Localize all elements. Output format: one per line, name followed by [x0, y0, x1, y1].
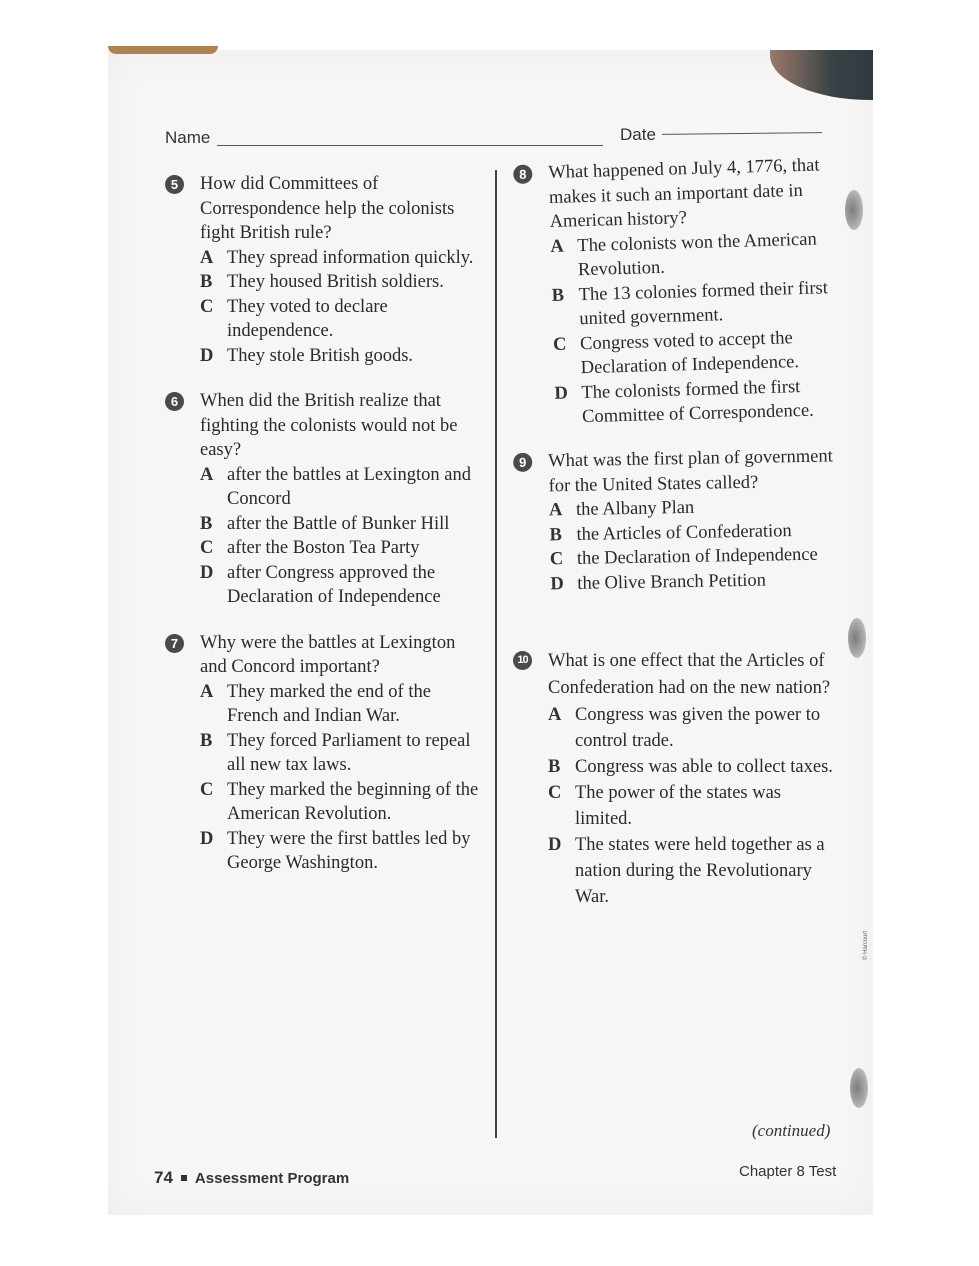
option-text: the Olive Branch Petition — [577, 570, 767, 594]
answer-option-c[interactable] — [553, 324, 839, 381]
option-letter: A — [200, 247, 214, 268]
answer-option-c[interactable] — [200, 778, 485, 827]
option-text: The colonists formed the first Committee of Correspondence. — [581, 376, 815, 428]
answer-option-a[interactable] — [200, 463, 485, 512]
option-text: the Articles of Confederation — [576, 520, 792, 545]
option-text: after the Battle of Bunker Hill — [227, 513, 450, 534]
option-letter: C — [200, 296, 214, 317]
option-text: after the battles at Lexington and Concord — [227, 464, 472, 509]
answer-option-d[interactable] — [550, 567, 835, 596]
option-text: They housed British soldiers. — [227, 272, 444, 292]
page-edge-shadow — [108, 46, 218, 54]
option-text: the Declaration of Independence — [576, 544, 818, 569]
option-text: after the Boston Tea Party — [227, 538, 420, 558]
question-text: What happened on July 4, 1776, that makes it such an important date in American history? — [548, 155, 820, 232]
square-bullet-icon — [181, 1175, 187, 1181]
program-label: Assessment Program — [194, 1170, 350, 1187]
answer-option-d[interactable] — [200, 561, 485, 610]
answer-option-a[interactable] — [548, 702, 833, 754]
option-text: They voted to declare independence. — [227, 296, 388, 341]
answer-option-a[interactable] — [200, 680, 485, 729]
right-column-middle — [513, 444, 836, 618]
question-text: What is one effect that the Articles of Confederation had on the new nation? — [548, 651, 831, 698]
answer-option-d[interactable] — [200, 344, 485, 369]
question-number-badge: 9 — [513, 453, 532, 472]
answer-options — [548, 702, 833, 910]
question-number-badge: 5 — [165, 175, 184, 194]
question-number-badge: 8 — [513, 164, 533, 184]
answer-option-c[interactable] — [200, 536, 485, 561]
option-text: They forced Parliament to repeal all new tax laws. — [227, 730, 471, 775]
option-letter: A — [548, 500, 563, 521]
question-text: What was the first plan of government for the United States called? — [548, 446, 833, 496]
question-8 — [513, 153, 840, 431]
page-number: 74 — [154, 1168, 173, 1187]
option-letter: D — [200, 828, 214, 849]
date-field-line[interactable] — [662, 132, 822, 135]
binder-hole-icon — [850, 1068, 868, 1108]
option-text: The power of the states was limited. — [575, 783, 782, 829]
option-letter: B — [200, 513, 213, 534]
right-column-bottom — [513, 648, 833, 931]
question-9 — [513, 444, 836, 597]
footer-left — [154, 1168, 349, 1188]
binder-hole-icon — [845, 190, 863, 230]
copyright-notice: © Harcourt — [863, 930, 869, 960]
option-letter: C — [548, 783, 562, 803]
question-number-badge: 10 — [513, 651, 532, 670]
option-letter: D — [548, 835, 562, 855]
option-text: They marked the end of the French and Indian War. — [227, 681, 431, 726]
answer-options — [549, 493, 836, 596]
option-letter: D — [200, 562, 214, 583]
worksheet-header — [165, 125, 825, 155]
answer-options — [200, 680, 485, 876]
option-letter: B — [548, 757, 561, 777]
option-letter: A — [200, 681, 214, 702]
answer-option-b[interactable] — [551, 276, 837, 333]
answer-options — [200, 246, 485, 369]
answer-option-d[interactable] — [200, 827, 485, 876]
name-field-line[interactable] — [217, 145, 603, 146]
option-letter: D — [200, 345, 214, 366]
option-text: Congress was given the power to control trade. — [575, 705, 821, 751]
option-text: the Albany Plan — [575, 497, 695, 520]
date-label: Date — [620, 125, 656, 144]
option-letter: A — [550, 236, 565, 257]
answer-option-a[interactable] — [200, 246, 485, 271]
option-text: Congress was able to collect taxes. — [575, 757, 833, 777]
answer-options — [550, 227, 840, 431]
option-letter: B — [551, 285, 565, 306]
right-column-top — [513, 153, 841, 452]
answer-option-b[interactable] — [200, 270, 485, 295]
question-6 — [165, 389, 485, 610]
option-letter: A — [200, 464, 214, 485]
answer-option-d[interactable] — [548, 832, 833, 910]
answer-option-a[interactable] — [550, 227, 836, 284]
chapter-label: Chapter 8 Test — [739, 1163, 837, 1180]
option-letter: B — [200, 730, 213, 751]
option-letter: D — [554, 383, 569, 404]
option-letter: B — [549, 524, 563, 545]
option-text: Congress voted to accept the Declaration of Independence. — [579, 327, 800, 379]
binder-hole-icon — [848, 618, 866, 658]
question-number-badge: 6 — [165, 392, 184, 411]
option-text: They were the first battles led by George Washington. — [227, 828, 471, 873]
answer-option-c[interactable] — [200, 295, 485, 344]
option-text: They spread information quickly. — [227, 247, 474, 268]
answer-option-d[interactable] — [554, 373, 840, 430]
option-letter: C — [552, 334, 567, 355]
option-letter: C — [200, 538, 214, 558]
question-number-badge: 7 — [165, 634, 184, 653]
answer-options — [200, 463, 485, 610]
column-divider — [495, 170, 497, 1138]
answer-option-b[interactable] — [548, 754, 833, 780]
answer-option-b[interactable] — [200, 512, 485, 537]
question-text: How did Committees of Correspondence help the colonists fight British rule? — [200, 174, 455, 243]
continued-label: (continued) — [752, 1121, 831, 1140]
option-text: The states were held together as a nation during the Revolutionary War. — [575, 835, 825, 907]
option-text: The 13 colonies formed their first united government. — [578, 277, 829, 330]
option-letter: D — [550, 573, 564, 594]
option-text: They marked the beginning of the American Revolution. — [227, 779, 479, 824]
option-text: They stole British goods. — [227, 345, 414, 366]
question-text: Why were the battles at Lexington and Concord important? — [200, 632, 456, 677]
left-column — [165, 172, 485, 897]
option-text: after Congress approved the Declaration of Independence — [227, 562, 441, 607]
option-letter: C — [549, 549, 564, 570]
option-letter: A — [548, 705, 562, 725]
question-7 — [165, 631, 485, 876]
question-5 — [165, 172, 485, 368]
option-text: The colonists won the American Revolution. — [577, 229, 817, 281]
answer-option-c[interactable] — [548, 780, 833, 832]
option-letter: B — [200, 272, 213, 292]
answer-option-b[interactable] — [200, 729, 485, 778]
question-10 — [513, 648, 833, 910]
name-label: Name — [165, 128, 211, 147]
option-letter: C — [200, 779, 214, 800]
question-text: When did the British realize that fighting the colonists would not be easy? — [200, 391, 458, 460]
